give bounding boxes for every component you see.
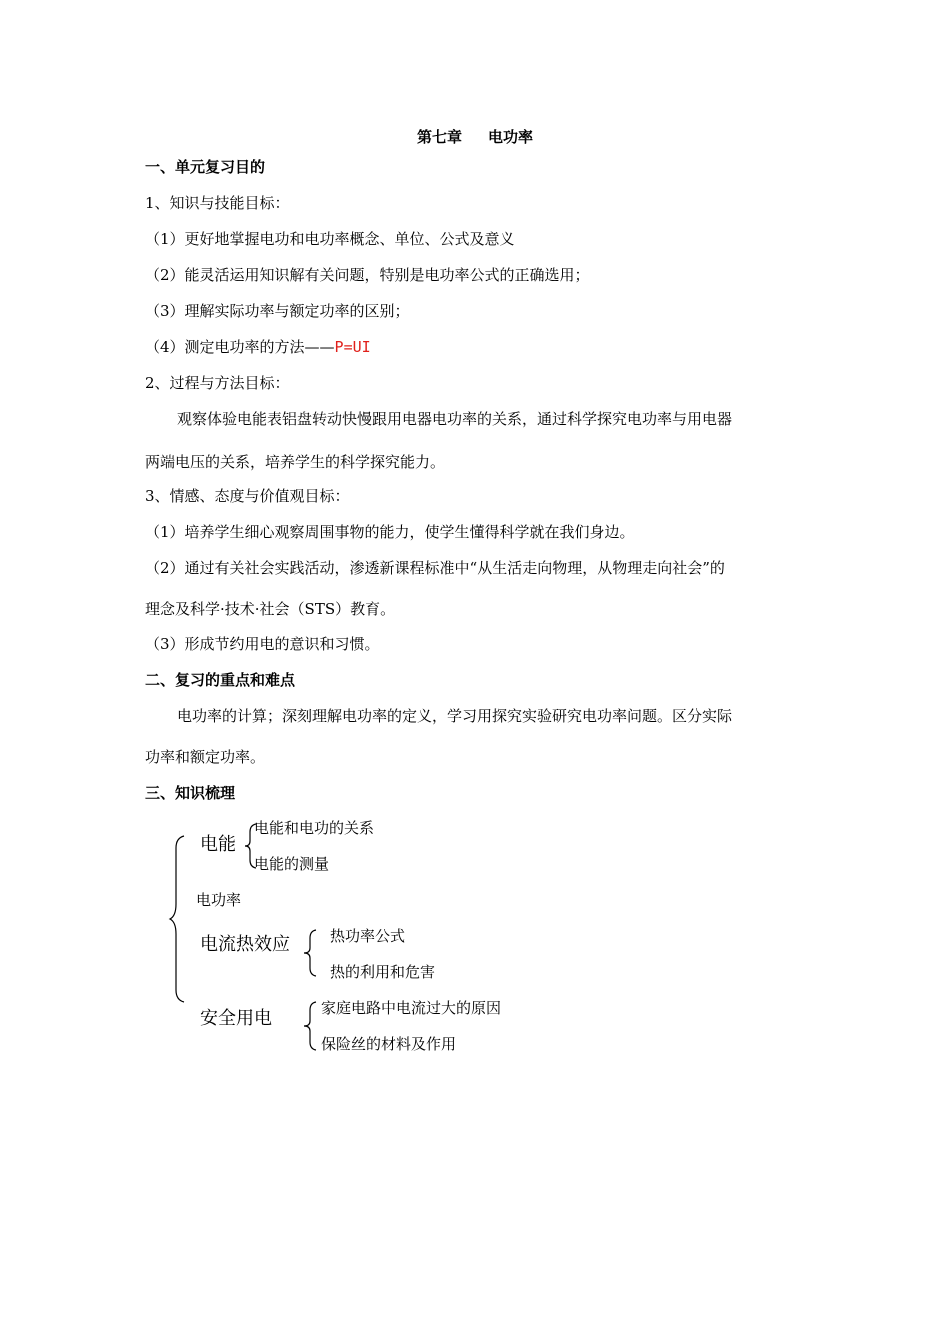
section1-heading: 一、单元复习目的 [145,158,266,176]
sub2-para-line1: 观察体验电能表铝盘转动快慢跟用电器电功率的关系，通过科学探究电功率与用电器 [177,410,733,428]
sub1-item4-prefix: （4）测定电功率的方法—— [145,338,335,356]
tree-su-child-1: 家庭电路中电流过大的原因 [321,999,502,1017]
sub1-item1: （1）更好地掌握电功和电功率概念、单位、公式及意义 [145,230,515,248]
chapter-number: 第七章 [416,128,462,146]
main-brace [168,834,188,1004]
sub1-item3: （3）理解实际功率与额定功率的区别； [145,302,410,320]
tree-heating-effect: 电流热效应 [200,934,290,955]
sub3-item3: （3）形成节约用电的意识和习惯。 [145,635,380,653]
sub3-label: 3、情感、态度与价值观目标： [145,487,350,505]
section2-heading: 二、复习的重点和难点 [145,671,296,689]
tree-he-child-2: 热的利用和危害 [330,963,436,981]
tree-electric-energy: 电能 [200,834,236,855]
tree-electric-power: 电功率 [196,891,242,909]
sub3-item1: （1）培养学生细心观察周围事物的能力，使学生懂得科学就在我们身边。 [145,523,635,541]
su-brace [302,1000,318,1052]
tree-su-child-2: 保险丝的材料及作用 [321,1035,457,1053]
he-brace [302,928,318,978]
tree-he-child-1: 热功率公式 [330,927,406,945]
page-title [0,127,950,147]
sub1-item2: （2）能灵活运用知识解有关问题，特别是电功率公式的正确选用； [145,266,590,284]
sub3-item2-line1: （2）通过有关社会实践活动，渗透新课程标准中“从生活走向物理，从物理走向社会”的 [145,559,725,577]
sub2-para-line2: 两端电压的关系，培养学生的科学探究能力。 [145,453,446,471]
sub3-item2-line2: 理念及科学·技术·社会（STS）教育。 [145,600,396,618]
power-formula: P=UI [334,338,371,356]
chapter-name: 电功率 [488,128,534,146]
tree-ee-child-2: 电能的测量 [254,855,330,873]
tree-safe-use: 安全用电 [200,1008,272,1029]
sub1-item4 [145,337,371,357]
section2-para-line2: 功率和额定功率。 [145,748,266,766]
tree-ee-child-1: 电能和电功的关系 [254,819,375,837]
sub1-label: 1、知识与技能目标： [145,194,290,212]
sub2-label: 2、过程与方法目标： [145,374,290,392]
section2-para-line1: 电功率的计算；深刻理解电功率的定义，学习用探究实验研究电功率问题。区分实际 [177,707,733,725]
section3-heading: 三、知识梳理 [145,784,236,802]
